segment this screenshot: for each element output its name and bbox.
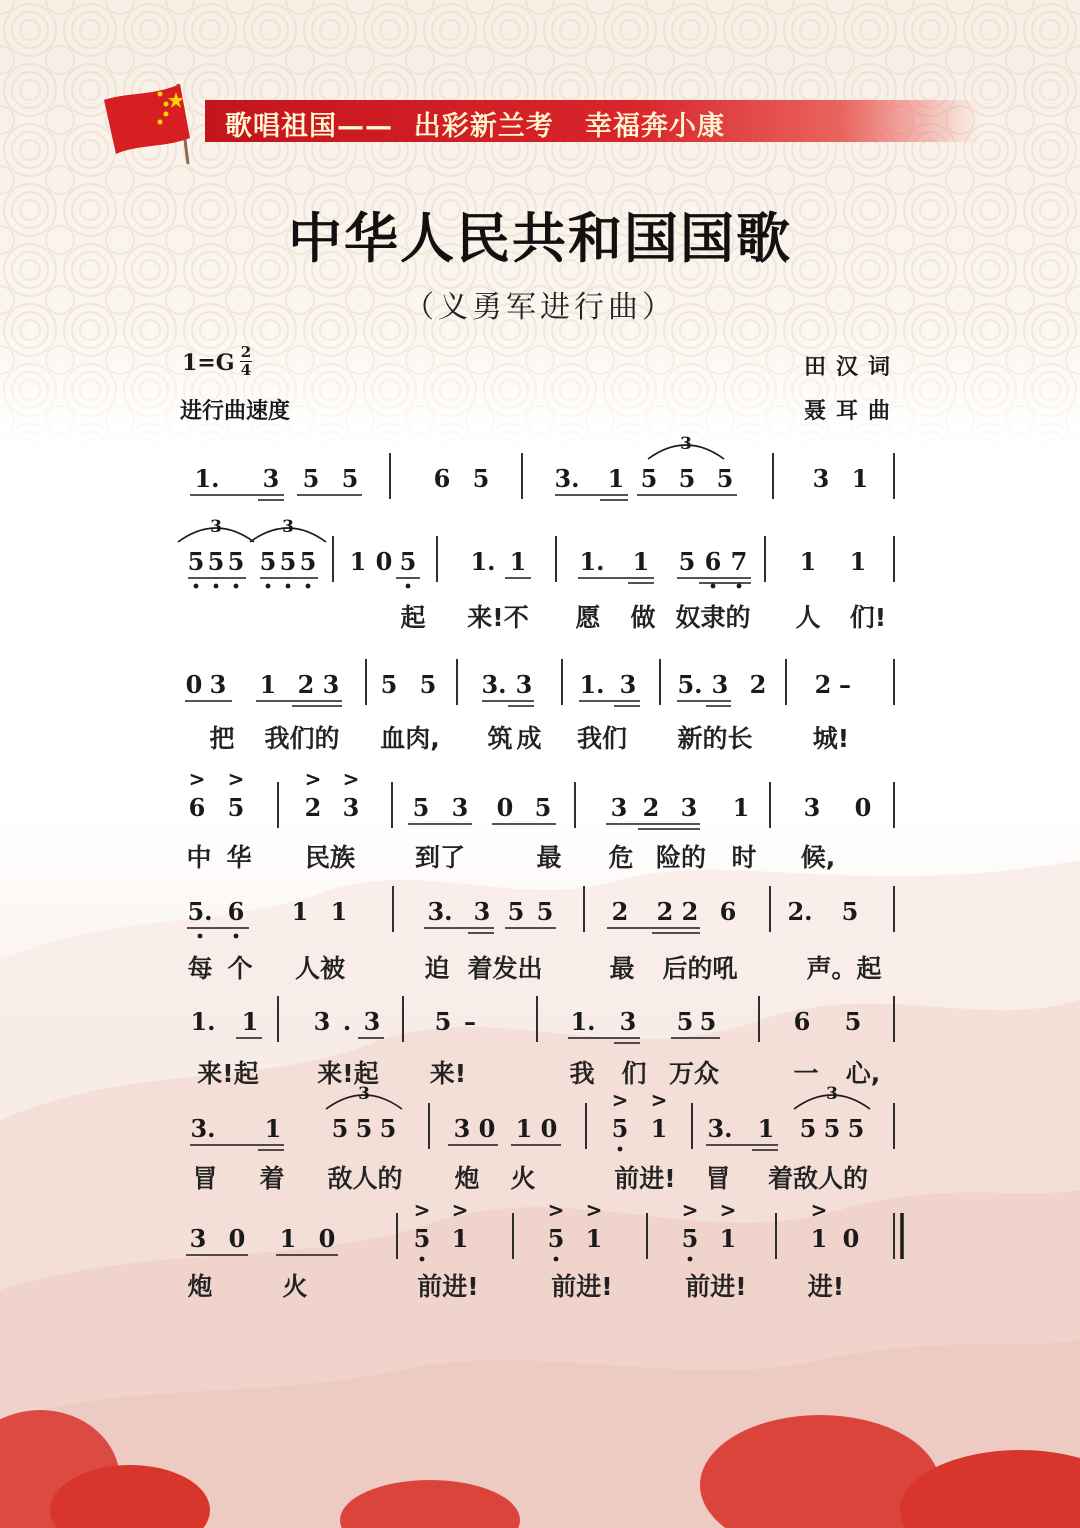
score-note: 5	[678, 464, 696, 493]
composer-credit: 聂耳曲	[803, 398, 900, 424]
lyric-syllable: 火	[510, 1164, 536, 1193]
lyric-syllable: 城!	[812, 724, 850, 753]
lyric-syllable: 每	[187, 954, 213, 983]
low-octave-dot	[711, 584, 716, 589]
triplet-number: 3	[826, 1084, 838, 1104]
score-note: 5	[640, 464, 658, 493]
accent-mark: >	[681, 1198, 699, 1222]
score-note: 5	[841, 897, 859, 926]
score-note: 1	[451, 1224, 469, 1253]
score-note: 5	[341, 464, 359, 493]
lyric-syllable: 我们	[576, 724, 628, 753]
score-note: 5	[259, 547, 277, 576]
score-note: 5	[534, 793, 552, 822]
score-note: 3	[473, 897, 491, 926]
lyric-syllable: 一	[793, 1059, 819, 1088]
low-octave-dot	[286, 584, 291, 589]
score-note: 3	[610, 793, 628, 822]
lyric-syllable: 把	[209, 724, 235, 753]
score-note: 2.	[787, 897, 813, 926]
lyric-syllable: 前进!	[551, 1272, 613, 1301]
score-note: 5	[681, 1224, 699, 1253]
score-note: 5	[823, 1114, 841, 1143]
lyric-syllable: 万众	[668, 1059, 720, 1088]
score-note: 5	[227, 793, 245, 822]
banner-text: 歌唱祖国—— 出彩新兰考 幸福奔小康	[225, 111, 725, 142]
low-octave-dot	[420, 1257, 425, 1262]
score-note: 3	[619, 1007, 637, 1036]
score-note: 5	[799, 1114, 817, 1143]
triplet-number: 3	[680, 434, 692, 454]
lyric-syllable: 后的吼	[662, 954, 738, 983]
score-note: 1	[330, 897, 348, 926]
lyric-syllable: 中	[186, 843, 212, 872]
lyric-syllable: 民族	[304, 843, 356, 872]
national-flag-icon	[98, 78, 208, 168]
score-note: 5	[699, 1007, 717, 1036]
score-note: 3.	[190, 1114, 216, 1143]
accent-mark: >	[719, 1198, 737, 1222]
accent-mark: >	[304, 767, 322, 791]
low-octave-dot	[688, 1257, 693, 1262]
score-note: 0	[842, 1224, 860, 1253]
score-note: 1	[757, 1114, 775, 1143]
score-note: 3	[711, 670, 729, 699]
score-note: 1	[279, 1224, 297, 1253]
score-note: 1	[650, 1114, 668, 1143]
score-note: 1	[799, 547, 817, 576]
low-octave-dot	[194, 584, 199, 589]
lyric-syllable: 来!不	[467, 603, 529, 632]
lyric-syllable: 血肉,	[380, 724, 440, 753]
triplet-number: 3	[282, 517, 294, 537]
score-note: 5	[355, 1114, 373, 1143]
score-note: 7	[730, 547, 748, 576]
score-note: 5	[207, 547, 225, 576]
lyric-syllable: 时	[731, 843, 757, 872]
score-note: 3	[313, 1007, 331, 1036]
score-note: 3	[262, 464, 280, 493]
low-octave-dot	[554, 1257, 559, 1262]
score-note: 3.	[481, 670, 507, 699]
lyric-syllable: 新的长	[677, 724, 753, 753]
score-note: 3.	[427, 897, 453, 926]
lyric-syllable: 来!	[429, 1059, 467, 1088]
lyric-syllable: 做	[630, 603, 656, 632]
lyric-syllable: 到了	[414, 843, 466, 872]
score-note: 3	[619, 670, 637, 699]
score-note: 5	[419, 670, 437, 699]
score-note: 5	[302, 464, 320, 493]
accent-mark: >	[413, 1198, 431, 1222]
lyric-syllable: 前进!	[685, 1272, 747, 1301]
score-note: 1	[264, 1114, 282, 1143]
lyric-syllable: 火	[282, 1272, 308, 1301]
lyric-syllable: 们	[621, 1059, 647, 1088]
score-note: 5	[279, 547, 297, 576]
score-note: 3	[451, 793, 469, 822]
lyric-syllable: 敌人的	[327, 1164, 403, 1193]
score-note: 5	[844, 1007, 862, 1036]
score-note: 3.	[707, 1114, 733, 1143]
accent-mark: >	[227, 767, 245, 791]
accent-mark: >	[611, 1088, 629, 1112]
score-note: 0	[185, 670, 203, 699]
lyric-syllable: 成	[516, 724, 542, 753]
score-note: 5	[434, 1007, 452, 1036]
score-note: 3	[803, 793, 821, 822]
score-note: 5	[412, 793, 430, 822]
lyric-syllable: 来!起	[317, 1059, 379, 1088]
score-note: 2	[749, 670, 767, 699]
score-note: 1	[719, 1224, 737, 1253]
score-note: –	[464, 1007, 476, 1036]
score-note: 1	[349, 547, 367, 576]
lyric-syllable: 我们的	[264, 724, 340, 753]
lyric-syllable: 前进!	[417, 1272, 479, 1301]
lyric-syllable: 愿	[575, 603, 601, 632]
score-note: 1.	[579, 547, 605, 576]
score-note: 5.	[187, 897, 213, 926]
lyric-syllable: 华	[226, 843, 252, 872]
low-octave-dot	[234, 934, 239, 939]
accent-mark: >	[342, 767, 360, 791]
low-octave-dot	[618, 1147, 623, 1152]
score-note: 1	[607, 464, 625, 493]
low-octave-dot	[306, 584, 311, 589]
score-note: 3	[209, 670, 227, 699]
score-note: 6	[188, 793, 206, 822]
score-note: 3	[515, 670, 533, 699]
score-note: .	[342, 1007, 352, 1036]
score-note: 5	[847, 1114, 865, 1143]
score-note: 2	[681, 897, 699, 926]
score-note: 1	[849, 547, 867, 576]
score-note: 3	[453, 1114, 471, 1143]
low-octave-dot	[266, 584, 271, 589]
low-octave-dot	[406, 584, 411, 589]
score-note: 5	[536, 897, 554, 926]
low-octave-dot	[214, 584, 219, 589]
score-note: 0	[496, 793, 514, 822]
lyric-syllable: 进!	[807, 1272, 845, 1301]
lyric-syllable: 炮	[454, 1164, 480, 1193]
score-note: 5	[187, 547, 205, 576]
low-octave-dot	[198, 934, 203, 939]
score-note: 1	[509, 547, 527, 576]
lyric-syllable: 筑	[487, 724, 513, 753]
score-note: 1.	[194, 464, 220, 493]
score-note: 0	[540, 1114, 558, 1143]
lyric-syllable: 危	[608, 843, 634, 872]
score-note: 5	[331, 1114, 349, 1143]
lyric-syllable: 最	[536, 843, 562, 872]
lyric-syllable: 人	[795, 603, 821, 632]
score-note: 1.	[470, 547, 496, 576]
score-note: 5	[299, 547, 317, 576]
score-note: 5	[399, 547, 417, 576]
lyric-syllable: 人被	[294, 954, 346, 983]
score-note: 2	[642, 793, 660, 822]
lyric-syllable: 着	[259, 1164, 285, 1193]
lyric-syllable: 心,	[845, 1059, 881, 1088]
score-note: 1	[810, 1224, 828, 1253]
lyric-syllable: 冒	[705, 1164, 731, 1193]
score-note: 2	[814, 670, 832, 699]
score-note: 5	[472, 464, 490, 493]
score-note: 1	[259, 670, 277, 699]
lyric-syllable: 冒	[192, 1164, 218, 1193]
time-signature-top: 2	[240, 343, 252, 361]
lyric-syllable: 候,	[800, 843, 836, 872]
score-note: –	[839, 670, 851, 699]
lyric-syllable: 个	[227, 954, 253, 983]
lyric-syllable: 最	[609, 954, 635, 983]
lyric-syllable: 来!起	[197, 1059, 259, 1088]
triplet-number: 3	[210, 517, 222, 537]
score-note: 1	[585, 1224, 603, 1253]
score-note: 5	[676, 1007, 694, 1036]
score-note: 1	[291, 897, 309, 926]
score-layer	[178, 434, 902, 1301]
score-note: 6	[719, 897, 737, 926]
score-note: 6	[704, 547, 722, 576]
score-note: 3	[342, 793, 360, 822]
lyricist-credit: 田汉词	[803, 354, 900, 380]
lyric-syllable: 迫	[424, 954, 450, 983]
tempo-marking: 进行曲速度	[180, 398, 291, 424]
score-note: 5	[379, 1114, 397, 1143]
score-note: 1	[632, 547, 650, 576]
lyric-syllable: 炮	[187, 1272, 213, 1301]
score-note: 2	[304, 793, 322, 822]
time-signature-bottom: 4	[240, 361, 252, 379]
score-note: 5.	[677, 670, 703, 699]
lyric-syllable: 们!	[849, 603, 887, 632]
song-title: 中华人民共和国国歌	[288, 207, 792, 270]
score-note: 5	[678, 547, 696, 576]
score-note: 5	[380, 670, 398, 699]
song-subtitle: （义勇军进行曲）	[404, 290, 676, 325]
score-note: 6	[227, 897, 245, 926]
lyric-syllable: 我	[569, 1059, 595, 1088]
score-note: 5	[227, 547, 245, 576]
score-note: 1	[851, 464, 869, 493]
low-octave-dot	[234, 584, 239, 589]
score-note: 2	[656, 897, 674, 926]
score-note: 1.	[570, 1007, 596, 1036]
score-note: 1	[515, 1114, 533, 1143]
lyric-syllable: 着敌人的	[767, 1164, 869, 1193]
lyric-syllable: 前进!	[614, 1164, 676, 1193]
lyric-syllable: 险的	[655, 843, 707, 872]
score-note: 5	[547, 1224, 565, 1253]
score-note: 6	[433, 464, 451, 493]
lyric-syllable: 着发出	[467, 954, 543, 983]
accent-mark: >	[188, 767, 206, 791]
score-note: 1.	[579, 670, 605, 699]
score-note: 1	[732, 793, 750, 822]
score-note: 5	[507, 897, 525, 926]
score-note: 5	[611, 1114, 629, 1143]
accent-mark: >	[650, 1088, 668, 1112]
score-note: 1	[241, 1007, 259, 1036]
score-note: 0	[318, 1224, 336, 1253]
score-note: 0	[478, 1114, 496, 1143]
low-octave-dot	[737, 584, 742, 589]
score-note: 3	[363, 1007, 381, 1036]
key-signature: 1=G	[182, 350, 235, 376]
score-note: 1.	[190, 1007, 216, 1036]
lyric-syllable: 起	[400, 603, 426, 632]
triplet-number: 3	[358, 1084, 370, 1104]
score-note: 5	[716, 464, 734, 493]
score-note: 3	[322, 670, 340, 699]
accent-mark: >	[585, 1198, 603, 1222]
score-note: 6	[793, 1007, 811, 1036]
accent-mark: >	[547, 1198, 565, 1222]
score-note: 3	[812, 464, 830, 493]
score-note: 3	[189, 1224, 207, 1253]
score-note: 0	[854, 793, 872, 822]
score-note: 2	[611, 897, 629, 926]
score-note: 5	[413, 1224, 431, 1253]
score-note: 3	[680, 793, 698, 822]
lyric-syllable: 奴隶的	[675, 603, 751, 632]
accent-mark: >	[451, 1198, 469, 1222]
score-note: 0	[228, 1224, 246, 1253]
accent-mark: >	[810, 1198, 828, 1222]
score-note: 2	[297, 670, 315, 699]
lyric-syllable: 声。起	[806, 954, 882, 983]
score-note: 0	[375, 547, 393, 576]
score-note: 3.	[554, 464, 580, 493]
